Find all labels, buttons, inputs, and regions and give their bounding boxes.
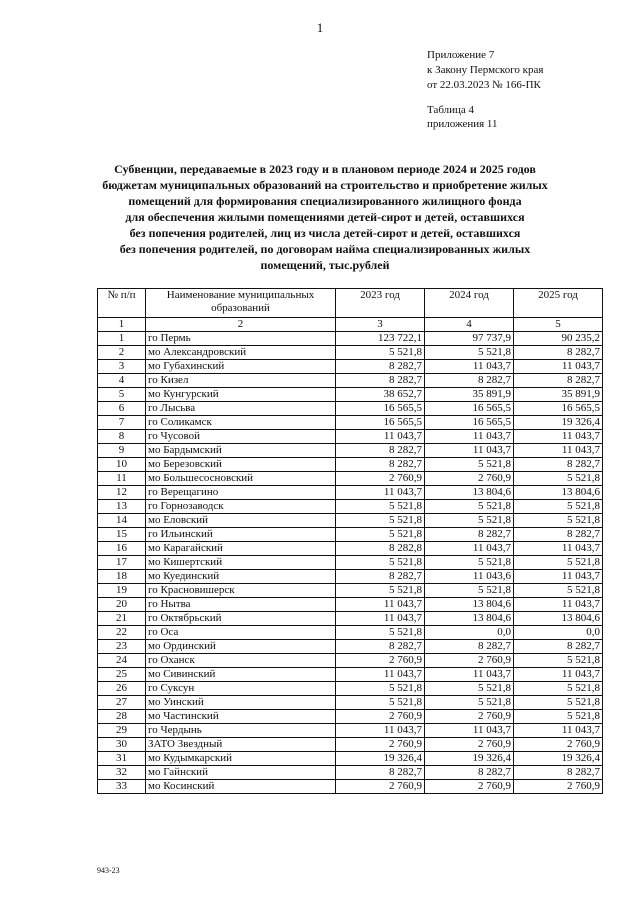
table-row <box>98 444 603 458</box>
value-2023: 5 521,8 <box>336 696 425 710</box>
table-row <box>98 612 603 626</box>
table-body <box>98 332 603 794</box>
table-row <box>98 486 603 500</box>
value-2024: 5 521,8 <box>425 556 514 570</box>
value-2023: 5 521,8 <box>336 528 425 542</box>
value-2025: 35 891,9 <box>514 388 603 402</box>
row-number: 19 <box>98 584 146 598</box>
value-2024: 0,0 <box>425 626 514 640</box>
table-row <box>98 682 603 696</box>
value-2023: 16 565,5 <box>336 416 425 430</box>
value-2025: 5 521,8 <box>514 710 603 724</box>
table-row <box>98 500 603 514</box>
value-2024: 13 804,6 <box>425 486 514 500</box>
table-row <box>98 752 603 766</box>
column-index: 1 <box>98 318 146 332</box>
title-line: Субвенции, передаваемые в 2023 году и в плановом периоде 2024 и 2025 годов <box>114 162 536 176</box>
value-2023: 5 521,8 <box>336 584 425 598</box>
value-2023: 5 521,8 <box>336 556 425 570</box>
row-number: 2 <box>98 346 146 360</box>
value-2023: 8 282,7 <box>336 444 425 458</box>
municipality-name: го Суксун <box>146 682 336 696</box>
municipality-name: мо Гайнский <box>146 766 336 780</box>
value-2023: 8 282,7 <box>336 640 425 654</box>
title-line: без попечения родителей, лиц из числа детей-сирот и детей, оставшихся <box>129 226 521 240</box>
row-number: 18 <box>98 570 146 584</box>
row-number: 16 <box>98 542 146 556</box>
municipality-name: мо Уинский <box>146 696 336 710</box>
header-2025: 2025 год <box>514 289 603 318</box>
annex-line: Приложение 7 <box>427 49 495 61</box>
table-row <box>98 332 603 346</box>
municipality-name: го Оханск <box>146 654 336 668</box>
annex-line: от 22.03.2023 № 166-ПК <box>427 79 541 91</box>
row-number: 13 <box>98 500 146 514</box>
value-2024: 5 521,8 <box>425 696 514 710</box>
municipality-name: го Лысьва <box>146 402 336 416</box>
municipality-name: го Ильинский <box>146 528 336 542</box>
row-number: 8 <box>98 430 146 444</box>
value-2025: 8 282,7 <box>514 766 603 780</box>
row-number: 32 <box>98 766 146 780</box>
value-2023: 38 652,7 <box>336 388 425 402</box>
value-2025: 5 521,8 <box>514 696 603 710</box>
municipality-name: мо Александровский <box>146 346 336 360</box>
table-row <box>98 598 603 612</box>
value-2024: 97 737,9 <box>425 332 514 346</box>
row-number: 4 <box>98 374 146 388</box>
column-index: 4 <box>425 318 514 332</box>
row-number: 31 <box>98 752 146 766</box>
row-number: 33 <box>98 780 146 794</box>
value-2025: 8 282,7 <box>514 374 603 388</box>
row-number: 7 <box>98 416 146 430</box>
municipality-name: мо Губахинский <box>146 360 336 374</box>
value-2024: 11 043,7 <box>425 668 514 682</box>
row-number: 29 <box>98 724 146 738</box>
municipality-name: мо Карагайский <box>146 542 336 556</box>
municipality-name: мо Сивинский <box>146 668 336 682</box>
table-header-row <box>98 289 603 318</box>
row-number: 22 <box>98 626 146 640</box>
value-2024: 2 760,9 <box>425 738 514 752</box>
row-number: 27 <box>98 696 146 710</box>
municipality-name: го Красновишерск <box>146 584 336 598</box>
row-number: 5 <box>98 388 146 402</box>
value-2024: 35 891,9 <box>425 388 514 402</box>
municipality-name: мо Куединский <box>146 570 336 584</box>
municipality-name: го Соликамск <box>146 416 336 430</box>
value-2024: 5 521,8 <box>425 458 514 472</box>
table-row <box>98 472 603 486</box>
row-number: 28 <box>98 710 146 724</box>
row-number: 11 <box>98 472 146 486</box>
table-row <box>98 696 603 710</box>
value-2025: 5 521,8 <box>514 514 603 528</box>
value-2025: 2 760,9 <box>514 738 603 752</box>
table-row <box>98 388 603 402</box>
value-2025: 19 326,4 <box>514 416 603 430</box>
value-2024: 2 760,9 <box>425 780 514 794</box>
table-row <box>98 570 603 584</box>
row-number: 20 <box>98 598 146 612</box>
municipality-name: мо Большесосновский <box>146 472 336 486</box>
value-2023: 2 760,9 <box>336 710 425 724</box>
value-2025: 8 282,7 <box>514 346 603 360</box>
value-2024: 5 521,8 <box>425 514 514 528</box>
table-row <box>98 556 603 570</box>
value-2025: 11 043,7 <box>514 430 603 444</box>
value-2023: 8 282,8 <box>336 542 425 556</box>
footer-code: 943-23 <box>97 866 120 875</box>
annex-reference <box>427 48 543 93</box>
row-number: 25 <box>98 668 146 682</box>
municipality-name: мо Березовский <box>146 458 336 472</box>
municipality-name: мо Кишертский <box>146 556 336 570</box>
value-2024: 5 521,8 <box>425 500 514 514</box>
row-number: 21 <box>98 612 146 626</box>
row-number: 17 <box>98 556 146 570</box>
column-index-row <box>98 318 603 332</box>
value-2024: 19 326,4 <box>425 752 514 766</box>
value-2024: 13 804,6 <box>425 612 514 626</box>
value-2025: 0,0 <box>514 626 603 640</box>
table-row <box>98 710 603 724</box>
column-index: 3 <box>336 318 425 332</box>
value-2024: 13 804,6 <box>425 598 514 612</box>
table-row <box>98 738 603 752</box>
value-2025: 11 043,7 <box>514 668 603 682</box>
table-row <box>98 640 603 654</box>
value-2024: 8 282,7 <box>425 528 514 542</box>
row-number: 9 <box>98 444 146 458</box>
value-2024: 5 521,8 <box>425 584 514 598</box>
table-row <box>98 528 603 542</box>
value-2024: 11 043,7 <box>425 360 514 374</box>
value-2025: 13 804,6 <box>514 612 603 626</box>
row-number: 3 <box>98 360 146 374</box>
table-row <box>98 654 603 668</box>
row-number: 15 <box>98 528 146 542</box>
table-row <box>98 458 603 472</box>
value-2024: 8 282,7 <box>425 374 514 388</box>
annex-line: к Закону Пермского края <box>427 64 544 76</box>
table-row <box>98 416 603 430</box>
table-row <box>98 360 603 374</box>
table-row <box>98 514 603 528</box>
value-2023: 5 521,8 <box>336 682 425 696</box>
table-row <box>98 766 603 780</box>
page-number: 1 <box>316 20 324 35</box>
table-row <box>98 542 603 556</box>
row-number: 24 <box>98 654 146 668</box>
municipality-name: го Горнозаводск <box>146 500 336 514</box>
value-2025: 11 043,7 <box>514 724 603 738</box>
value-2024: 8 282,7 <box>425 640 514 654</box>
row-number: 1 <box>98 332 146 346</box>
value-2024: 11 043,7 <box>425 724 514 738</box>
value-2023: 8 282,7 <box>336 570 425 584</box>
municipality-name: мо Ординский <box>146 640 336 654</box>
value-2023: 5 521,8 <box>336 626 425 640</box>
municipality-name: го Кизел <box>146 374 336 388</box>
value-2025: 5 521,8 <box>514 654 603 668</box>
value-2023: 123 722,1 <box>336 332 425 346</box>
table-row <box>98 430 603 444</box>
title-line: помещений для формирования специализированного жилищного фонда <box>128 194 522 208</box>
municipality-name: мо Кудымкарский <box>146 752 336 766</box>
municipality-name: го Чусовой <box>146 430 336 444</box>
municipality-name: го Нытва <box>146 598 336 612</box>
table-row <box>98 374 603 388</box>
header-municipality: Наименование муниципальных образований <box>146 289 336 318</box>
value-2023: 8 282,7 <box>336 766 425 780</box>
value-2023: 5 521,8 <box>336 514 425 528</box>
value-2023: 2 760,9 <box>336 472 425 486</box>
value-2023: 11 043,7 <box>336 430 425 444</box>
header-2023: 2023 год <box>336 289 425 318</box>
value-2025: 11 043,7 <box>514 360 603 374</box>
value-2024: 11 043,6 <box>425 570 514 584</box>
value-2025: 5 521,8 <box>514 556 603 570</box>
title-line: для обеспечения жилыми помещениями детей-сирот и детей, оставшихся <box>125 210 525 224</box>
municipality-name: мо Частинский <box>146 710 336 724</box>
table-row <box>98 780 603 794</box>
table-reference-line: Таблица 4 <box>427 104 475 116</box>
table-reference <box>427 103 498 131</box>
column-index: 5 <box>514 318 603 332</box>
value-2023: 11 043,7 <box>336 668 425 682</box>
value-2023: 16 565,5 <box>336 402 425 416</box>
value-2025: 16 565,5 <box>514 402 603 416</box>
value-2023: 2 760,9 <box>336 738 425 752</box>
table-row <box>98 346 603 360</box>
value-2025: 5 521,8 <box>514 472 603 486</box>
value-2025: 8 282,7 <box>514 458 603 472</box>
value-2025: 11 043,7 <box>514 444 603 458</box>
row-number: 14 <box>98 514 146 528</box>
row-number: 10 <box>98 458 146 472</box>
value-2024: 8 282,7 <box>425 766 514 780</box>
table-row <box>98 668 603 682</box>
value-2025: 8 282,7 <box>514 640 603 654</box>
value-2024: 5 521,8 <box>425 346 514 360</box>
value-2024: 2 760,9 <box>425 654 514 668</box>
municipality-name: мо Кунгурский <box>146 388 336 402</box>
table-row <box>98 402 603 416</box>
value-2024: 16 565,5 <box>425 416 514 430</box>
value-2024: 16 565,5 <box>425 402 514 416</box>
value-2025: 5 521,8 <box>514 682 603 696</box>
value-2023: 8 282,7 <box>336 374 425 388</box>
value-2025: 11 043,7 <box>514 570 603 584</box>
municipality-name: го Верещагино <box>146 486 336 500</box>
title-line: без попечения родителей, по договорам найма специализированных жилых <box>119 242 531 256</box>
municipality-name: го Пермь <box>146 332 336 346</box>
title-line: помещений, тыс.рублей <box>260 258 390 272</box>
value-2024: 2 760,9 <box>425 472 514 486</box>
table-row <box>98 584 603 598</box>
table-row <box>98 724 603 738</box>
value-2023: 11 043,7 <box>336 598 425 612</box>
municipality-name: ЗАТО Звездный <box>146 738 336 752</box>
value-2023: 2 760,9 <box>336 654 425 668</box>
header-2024: 2024 год <box>425 289 514 318</box>
value-2023: 11 043,7 <box>336 724 425 738</box>
value-2023: 11 043,7 <box>336 486 425 500</box>
row-number: 26 <box>98 682 146 696</box>
row-number: 6 <box>98 402 146 416</box>
value-2024: 2 760,9 <box>425 710 514 724</box>
municipality-name: мо Еловский <box>146 514 336 528</box>
value-2023: 5 521,8 <box>336 346 425 360</box>
value-2025: 11 043,7 <box>514 598 603 612</box>
value-2025: 2 760,9 <box>514 780 603 794</box>
value-2023: 8 282,7 <box>336 360 425 374</box>
value-2023: 8 282,7 <box>336 458 425 472</box>
table-row <box>98 626 603 640</box>
value-2023: 11 043,7 <box>336 612 425 626</box>
header-number: № п/п <box>98 289 146 318</box>
municipality-name: го Оса <box>146 626 336 640</box>
value-2023: 2 760,9 <box>336 780 425 794</box>
column-index: 2 <box>146 318 336 332</box>
value-2023: 5 521,8 <box>336 500 425 514</box>
municipality-name: го Октябрьский <box>146 612 336 626</box>
row-number: 12 <box>98 486 146 500</box>
table-reference-line: приложения 11 <box>427 118 498 130</box>
municipality-name: мо Косинский <box>146 780 336 794</box>
title-line: бюджетам муниципальных образований на строительство и приобретение жилых <box>102 178 548 192</box>
value-2024: 5 521,8 <box>425 682 514 696</box>
value-2025: 13 804,6 <box>514 486 603 500</box>
row-number: 23 <box>98 640 146 654</box>
municipality-name: мо Бардымский <box>146 444 336 458</box>
value-2024: 11 043,7 <box>425 430 514 444</box>
value-2025: 5 521,8 <box>514 500 603 514</box>
value-2025: 11 043,7 <box>514 542 603 556</box>
value-2023: 19 326,4 <box>336 752 425 766</box>
value-2024: 11 043,7 <box>425 542 514 556</box>
municipality-name: го Чердынь <box>146 724 336 738</box>
document-title <box>90 161 560 273</box>
value-2025: 19 326,4 <box>514 752 603 766</box>
value-2025: 5 521,8 <box>514 584 603 598</box>
row-number: 30 <box>98 738 146 752</box>
value-2025: 90 235,2 <box>514 332 603 346</box>
value-2024: 11 043,7 <box>425 444 514 458</box>
value-2025: 8 282,7 <box>514 528 603 542</box>
subventions-table <box>97 288 603 794</box>
